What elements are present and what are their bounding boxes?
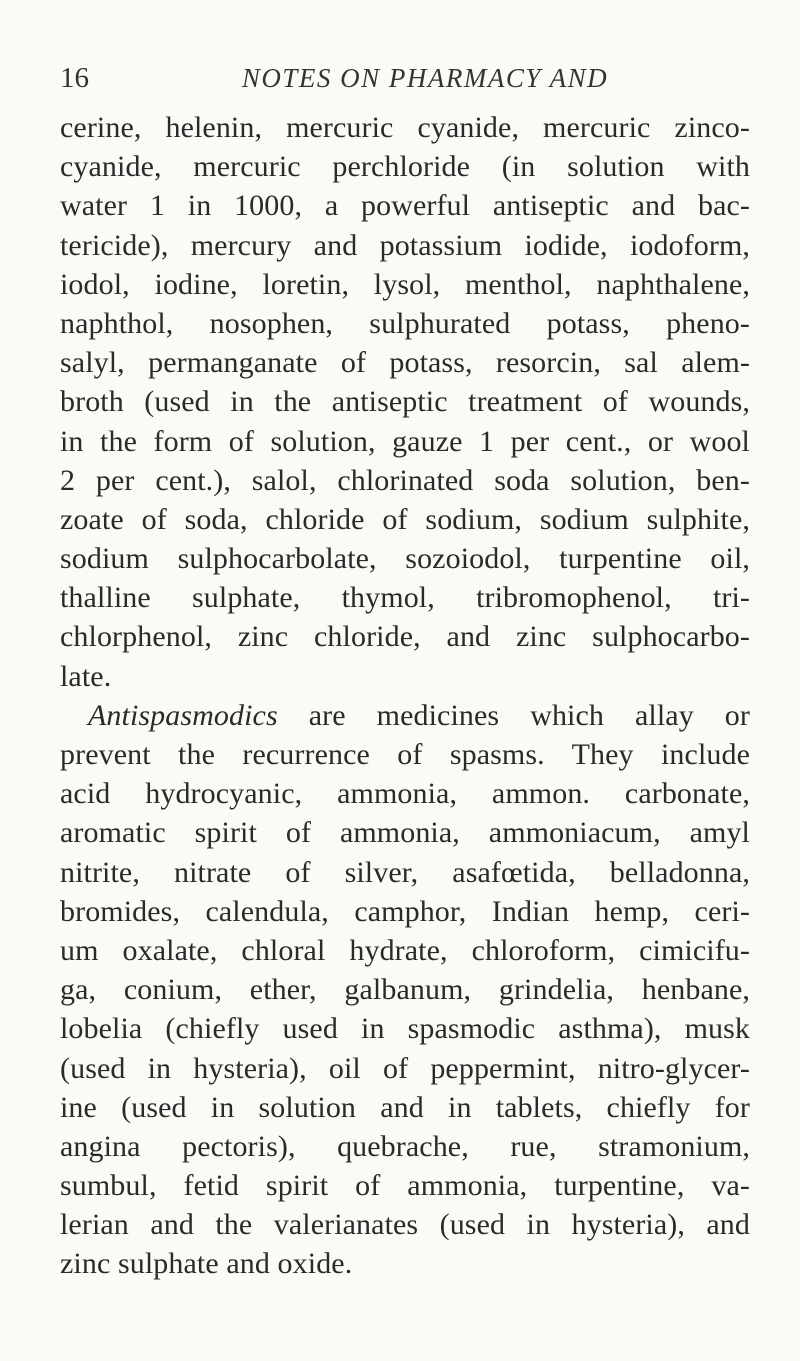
text-line: naphthol, nosophen, sulphurated potass, pheno-: [60, 306, 750, 340]
text-line: aromatic spirit of ammonia, ammoniacum, amyl: [60, 816, 750, 850]
text-line: zoate of soda, chloride of sodium, sodium sulphite,: [60, 502, 750, 536]
text-line: water 1 in 1000, a powerful antiseptic and bac-: [60, 189, 750, 223]
page-number: 16: [60, 62, 89, 94]
text-line: salyl, permanganate of potass, resorcin, sal alem-: [60, 346, 750, 380]
text-line: nitrite, nitrate of silver, asafœtida, belladonna,: [60, 855, 750, 889]
text-line: ine (used in solution and in tablets, chiefly for: [60, 1090, 750, 1124]
text-line: angina pectoris), quebrache, rue, stramonium,: [60, 1129, 750, 1163]
text-line: cerine, helenin, mercuric cyanide, mercuric zinco-: [60, 111, 750, 144]
text-line: lobelia (chiefly used in spasmodic asthma), musk: [60, 1012, 750, 1046]
text-fragment: are medicines which allay or: [277, 698, 750, 732]
text-line: broth (used in the antiseptic treatment of wounds,: [60, 385, 750, 419]
running-head: NOTES ON PHARMACY AND: [241, 63, 609, 93]
text-line: in the form of solution, gauze 1 per cent., or wool: [60, 424, 750, 458]
text-line: um oxalate, chloral hydrate, chloroform, cimicifu-: [60, 933, 750, 967]
term-antispasmodics: Antispasmodics: [88, 698, 278, 732]
text-line: sodium sulphocarbolate, sozoiodol, turpentine oil,: [60, 542, 750, 576]
text-line: lerian and the valerianates (used in hysteria), and: [60, 1208, 750, 1242]
text-line: bromides, calendula, camphor, Indian hemp, ceri-: [60, 894, 750, 928]
body-text: [60, 108, 750, 1284]
page-header: [60, 58, 740, 98]
text-line: iodol, iodine, loretin, lysol, menthol, naphthalene,: [60, 267, 750, 301]
text-line: 2 per cent.), salol, chlorinated soda solution, ben-: [60, 463, 750, 497]
text-line: ga, conium, ether, galbanum, grindelia, henbane,: [60, 973, 750, 1007]
text-line: [60, 696, 750, 735]
text-line: late.: [60, 659, 112, 693]
text-line: thalline sulphate, thymol, tribromophenol, tri-: [60, 581, 750, 615]
text-line: sumbul, fetid spirit of ammonia, turpentine, va-: [60, 1169, 750, 1203]
text-line: chlorphenol, zinc chloride, and zinc sulphocarbo-: [60, 620, 750, 654]
paragraph-antiseptics-continued: [60, 108, 750, 696]
text-line: tericide), mercury and potassium iodide, iodoform,: [60, 228, 750, 262]
text-line: zinc sulphate and oxide.: [60, 1247, 353, 1281]
text-line: prevent the recurrence of spasms. They include: [60, 738, 750, 771]
text-line: acid hydrocyanic, ammonia, ammon. carbonate,: [60, 777, 750, 811]
text-line: (used in hysteria), oil of peppermint, nitro-glycer-: [60, 1051, 750, 1085]
paragraph-antispasmodics: [60, 696, 750, 1284]
text-line: cyanide, mercuric perchloride (in solution with: [60, 150, 750, 184]
